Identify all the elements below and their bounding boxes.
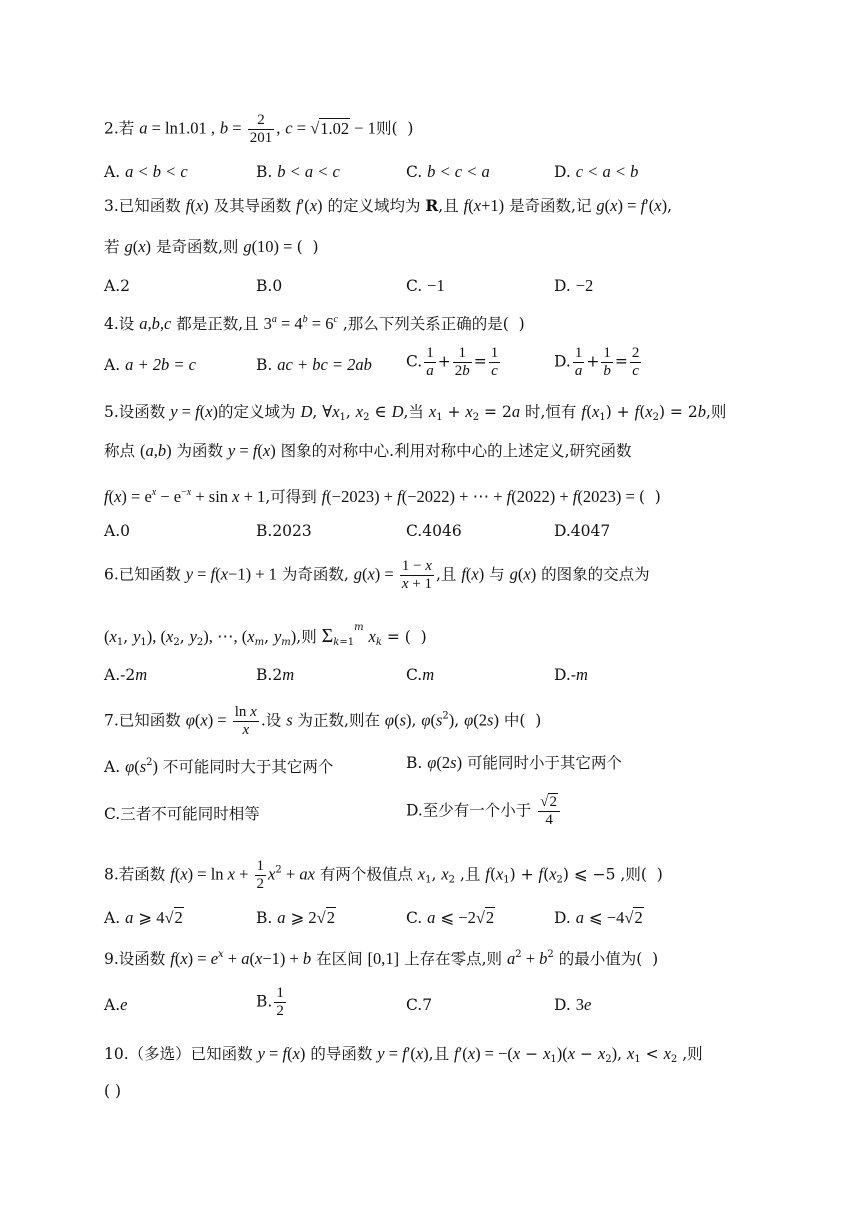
- question-7-option-b: B. φ(2s) 可能同时小于其它两个: [406, 753, 622, 772]
- question-7-option-d: D.至少有一个小于 $\frac{√2}{4}$: [406, 794, 562, 829]
- question-9-option-a: A.e: [104, 995, 128, 1014]
- question-5-stem-line-3: $f(x) = e^x - e^{-x} + \sin x + 1$,可得到 f(−2023) + f(−2022) + ⋯ + f(2022) + f(2023) = ( ): [104, 487, 661, 506]
- question-6-option-a: A.-2m: [104, 665, 148, 684]
- question-6-option-b: B.2m: [256, 665, 295, 684]
- question-7-option-a: A. $\varphi(s^2)$ 不可能同时大于其它两个: [104, 757, 334, 776]
- question-9-option-d: D. 3e: [554, 995, 592, 1014]
- question-4-option-c: C. $\frac{1}{a}$ + $\frac{1}{2b}$ = $\frac{1}{c}$: [406, 345, 499, 379]
- question-7-option-c: C.三者不可能同时相等: [104, 805, 260, 823]
- question-2-option-c: C. b < c < a: [406, 162, 490, 181]
- question-8-option-a: A. a ⩾ 4√2: [104, 908, 183, 927]
- question-3-option-b: B.0: [256, 277, 283, 295]
- question-9-stem: 9.设函数 $f(x) = e^x + a(x-1) + b$ 在区间 [0,1] 上存在零点,则 $a^2 + b^2$ 的最小值为( ): [104, 949, 659, 968]
- question-6-stem-line-2: ($x_1$, $y_1$), ($x_2$, $y_2$), ⋯, ($x_m$, $y_m$),则 $\Sigma_{k=1}^m$ $x_k$ = ( ): [104, 622, 427, 648]
- question-3-option-a: A.2: [104, 277, 130, 295]
- question-8-stem: 8.若函数 f(x) = ln x + $\frac{1}{2}$ $x^2$ + ax 有两个极值点 $x_1$, $x_2$ ,且 $f(x_1) + f(x_2)$ ⩽ −5 ,则( ): [104, 858, 663, 892]
- question-2-stem: 2.若 a = ln1.01 , b = $\frac{2}{201}$ , c = √1.02 − 1则( ): [104, 112, 414, 146]
- question-10-stem-line-1: 10.（多选）已知函数 y = f(x) 的导函数 y = f′(x),且 $f'(x) = -(x - x_1)(x - x_2)$, $x_1 < x_2$ ,则: [104, 1044, 703, 1065]
- question-2-option-d: D. c < a < b: [554, 162, 639, 181]
- question-3-option-d: D. −2: [554, 276, 594, 295]
- question-2-option-a: A. a < b < c: [104, 162, 188, 181]
- question-7-stem: 7.已知函数 φ(x) = $\frac{\text{ln x}}{x}$ .设 s 为正数,则在 φ(s), $\varphi(s^2)$, φ(2s) 中( ): [104, 704, 542, 738]
- question-5-option-b: B.2023: [256, 522, 312, 540]
- question-3-option-c: C. −1: [406, 276, 445, 295]
- question-3-stem-line-2: 若 g(x) 是奇函数,则 g(10) = ( ): [104, 237, 319, 256]
- question-2-option-b: B. b < a < c: [256, 162, 340, 181]
- question-5-stem-line-2: 称点 (a,b) 为函数 y = f(x) 图象的对称中心.利用对称中心的上述定义,研究函数: [104, 441, 632, 460]
- question-8-option-c: C. a ⩽ −2√2: [406, 908, 495, 927]
- question-6-option-d: D.-m: [554, 665, 588, 684]
- question-4-option-b: B. ac + bc = 2ab: [256, 355, 372, 374]
- question-5-option-a: A.0: [104, 522, 130, 540]
- question-4-option-a: A. a + 2b = c: [104, 355, 196, 374]
- question-8-option-b: B. a ⩾ 2√2: [256, 908, 335, 927]
- question-10-stem-line-2: ( ): [104, 1082, 122, 1100]
- question-5-stem-line-1: 5.设函数 y = f(x)的定义域为 D, $\forall x_1$, $x_2$ ∈ D,当 $x_1 + x_2 = 2a$ 时,恒有 $f(x_1) + f(x_2) = 2b$,则: [104, 402, 727, 423]
- question-9-option-c: C.7: [406, 996, 433, 1014]
- question-6-stem-line-1: 6.已知函数 y = f(x−1) + 1 为奇函数, g(x) = $\frac{1 - x}{x + 1}$ ,且 f(x) 与 g(x) 的图象的交点为: [104, 558, 650, 592]
- question-4-option-d: D. $\frac{1}{a}$ + $\frac{1}{b}$ = $\frac{2}{c}$: [554, 345, 640, 379]
- question-5-option-c: C.4046: [406, 522, 462, 540]
- question-3-stem-line-1: 3.已知函数 f(x) 及其导函数 f′(x) 的定义域均为 R,且 f(x+1) 是奇函数,记 g(x) = f′(x),: [104, 196, 673, 215]
- question-9-option-b: B. $\frac{1}{2}$: [256, 985, 284, 1019]
- question-5-option-d: D.4047: [554, 522, 611, 540]
- question-4-stem: 4.设 a,b,c 都是正数,且 $3^a = 4^b = 6^c$ ,那么下列关系正确的是( ): [104, 314, 525, 333]
- question-8-option-d: D. a ⩽ −4√2: [554, 908, 643, 927]
- question-6-option-c: C.m: [406, 665, 435, 684]
